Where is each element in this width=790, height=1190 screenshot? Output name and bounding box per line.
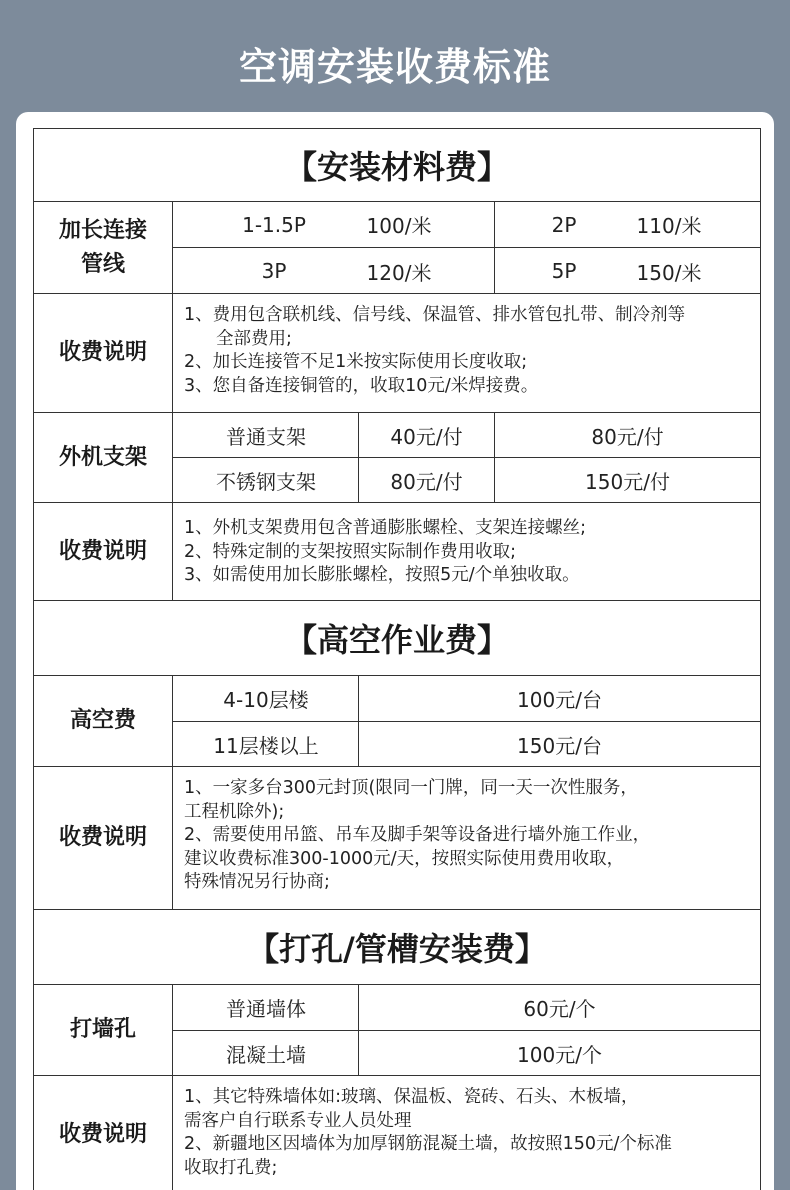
- drilling-notes-row: [34, 1076, 760, 1190]
- note-line: 1、一家多台300元封顶(限同一门牌，同一天一次性服务，: [184, 778, 638, 798]
- bracket-name: 普通支架: [226, 424, 306, 449]
- floor-range: 4-10层楼: [223, 688, 309, 712]
- pipe-spec: 3P: [261, 259, 287, 283]
- bracket-row: [34, 413, 760, 503]
- section-header-height: 【高空作业费】: [34, 601, 760, 676]
- note-line: 工程机除外);: [184, 801, 285, 822]
- extension-pipe-label-text: 加长连接管线: [58, 217, 147, 277]
- pipe-price: 150/米: [636, 260, 702, 285]
- note-line: 建议收费标准300-1000元/天，按照实际使用费用收取，: [184, 848, 625, 869]
- height-notes-row: [34, 767, 760, 910]
- height-fee-label: 高空费: [34, 676, 173, 766]
- bracket-price: 80元/付: [591, 424, 664, 449]
- bracket-label: 外机支架: [34, 413, 173, 502]
- pipe-spec: 1-1.5P: [242, 212, 306, 237]
- note-line: 2、加长连接管不足1米按实际使用长度收取;: [184, 352, 528, 372]
- pipe-price: 100/米: [366, 214, 432, 238]
- height-notes: [184, 777, 754, 895]
- materials-notes: [184, 304, 754, 398]
- note-line: 1、外机支架费用包含普通膨胀螺栓、支架连接螺丝;: [184, 518, 587, 538]
- pipe-price: 110/米: [636, 214, 702, 238]
- note-line: 特殊情况另行协商;: [184, 872, 330, 892]
- drilling-price: 100元/个: [517, 1043, 602, 1067]
- floor-range: 11层楼以上: [213, 734, 319, 758]
- drilling-notes: [184, 1086, 754, 1180]
- extension-pipe-row: [34, 202, 760, 294]
- note-line: 2、特殊定制的支架按照实际制作费用收取;: [184, 541, 517, 562]
- note-line: 2、需要使用吊篮、吊车及脚手架等设备进行墙外施工作业，: [184, 825, 651, 845]
- bracket-price: 40元/付: [390, 424, 463, 449]
- height-fee-row: [34, 676, 760, 767]
- section-header-materials: 【安装材料费】: [34, 129, 760, 202]
- notes-label: 收费说明: [34, 767, 173, 909]
- section-header-drilling: 【打孔/管槽安装费】: [34, 910, 760, 985]
- pipe-price: 120/米: [366, 260, 432, 285]
- note-line: 3、您自备连接铜管的，收取10元/米焊接费。: [184, 375, 539, 396]
- bracket-notes: [184, 517, 754, 588]
- price-table: [33, 128, 761, 1190]
- notes-label: 收费说明: [34, 1076, 173, 1190]
- bracket-notes-row: [34, 503, 760, 601]
- note-line: 需客户自行联系专业人员处理: [184, 1110, 412, 1131]
- extension-pipe-label: [34, 202, 173, 293]
- note-line: 1、其它特殊墙体如:玻璃、保温板、瓷砖、石头、木板墙，: [184, 1087, 639, 1107]
- pipe-spec: 5P: [551, 259, 577, 283]
- height-price: 100元/台: [517, 688, 602, 712]
- bracket-name: 不锈钢支架: [216, 470, 316, 494]
- note-line: 3、如需使用加长膨胀螺栓，按照5元/个单独收取。: [184, 565, 580, 585]
- bracket-price: 80元/付: [390, 470, 463, 494]
- drilling-label: 打墙孔: [34, 985, 173, 1075]
- wall-type: 混凝土墙: [226, 1043, 306, 1067]
- note-line: 全部费用;: [216, 328, 292, 349]
- notes-label: 收费说明: [34, 294, 173, 412]
- notes-label: 收费说明: [34, 503, 173, 600]
- materials-notes-row: [34, 294, 760, 413]
- drilling-row: [34, 985, 760, 1076]
- height-price: 150元/台: [517, 734, 602, 758]
- divider: [494, 202, 495, 294]
- page-title: 空调安装收费标准: [238, 45, 551, 89]
- wall-type: 普通墙体: [226, 997, 306, 1021]
- drilling-price: 60元/个: [523, 997, 596, 1021]
- pipe-spec: 2P: [551, 212, 577, 237]
- bracket-price: 150元/付: [585, 470, 670, 494]
- note-line: 收取打孔费;: [184, 1157, 278, 1178]
- note-line: 1、费用包含联机线、信号线、保温管、排水管包扎带、制冷剂等: [184, 305, 686, 325]
- note-line: 2、新疆地区因墙体为加厚钢筋混凝土墙，故按照150元/个标准: [184, 1134, 672, 1154]
